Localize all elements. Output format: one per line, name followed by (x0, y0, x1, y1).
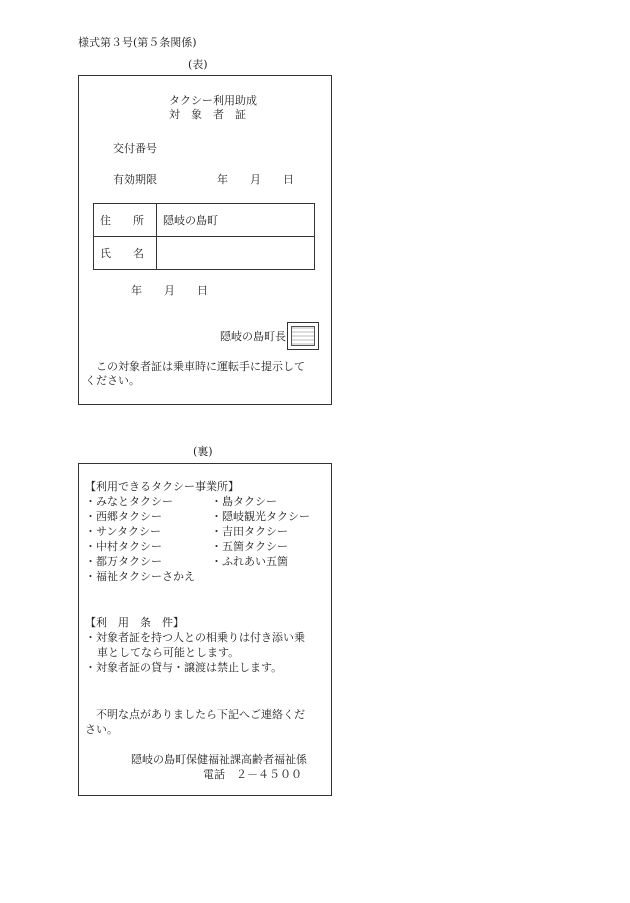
condition1-line2: 車としてなら可能とします。 (97, 646, 240, 659)
operator-item: ・福祉タクシーさかえ (85, 570, 195, 583)
contact-line1: 不明な点がありましたら下記へご連絡くだ (85, 708, 305, 721)
operator-item: ・隠岐観光タクシー (211, 510, 310, 523)
department-name: 隠岐の島町保健福祉課高齢者福祉係 (131, 753, 307, 766)
operator-item: ・サンタクシー (85, 525, 162, 538)
condition1-line1: ・対象者証を持つ人との相乗りは付き添い乗 (85, 631, 305, 644)
issuer-name: 隠岐の島町長 (220, 330, 286, 343)
contact-line2: さい。 (85, 723, 118, 736)
operators-heading: 【利用できるタクシー事業所】 (85, 480, 239, 493)
operator-item: ・みなとタクシー (85, 495, 173, 508)
notice-line2: ください。 (85, 374, 140, 387)
operator-item: ・中村タクシー (85, 540, 162, 553)
official-seal (287, 322, 319, 350)
holder-info-table (93, 203, 315, 270)
operator-item: ・吉田タクシー (211, 525, 288, 538)
card-title-line1: タクシー利用助成 (169, 94, 257, 107)
address-label: 住 所 (94, 204, 157, 237)
notice-line1: この対象者証は乗車時に運転手に提示して (85, 360, 305, 373)
conditions-heading: 【利 用 条 件】 (85, 616, 184, 629)
front-side-label: (表) (188, 58, 208, 71)
operator-item: ・西郷タクシー (85, 510, 162, 523)
validity-date: 年 月 日 (217, 173, 294, 186)
name-label: 氏 名 (94, 237, 157, 270)
condition2: ・対象者証の貸与・譲渡は禁止します。 (85, 661, 283, 674)
front-card (78, 75, 332, 405)
issue-date: 年 月 日 (131, 284, 208, 297)
card-title-line2: 対 象 者 証 (169, 108, 246, 121)
address-value: 隠岐の島町 (157, 204, 315, 237)
operator-item: ・五箇タクシー (211, 540, 288, 553)
issue-number-label: 交付番号 (113, 142, 157, 155)
back-side-label: (裏) (193, 445, 213, 458)
back-card (78, 463, 332, 796)
validity-label: 有効期限 (113, 173, 157, 186)
seal-pattern (291, 326, 315, 346)
name-value (157, 237, 315, 270)
address-row (94, 204, 315, 237)
operator-item: ・島タクシー (211, 495, 277, 508)
name-row (94, 237, 315, 270)
operator-item: ・ふれあい五箇 (211, 555, 288, 568)
operator-item: ・都万タクシー (85, 555, 162, 568)
form-number: 様式第３号(第５条関係) (78, 36, 197, 49)
phone-number: 電話 ２－４５００ (203, 768, 302, 781)
